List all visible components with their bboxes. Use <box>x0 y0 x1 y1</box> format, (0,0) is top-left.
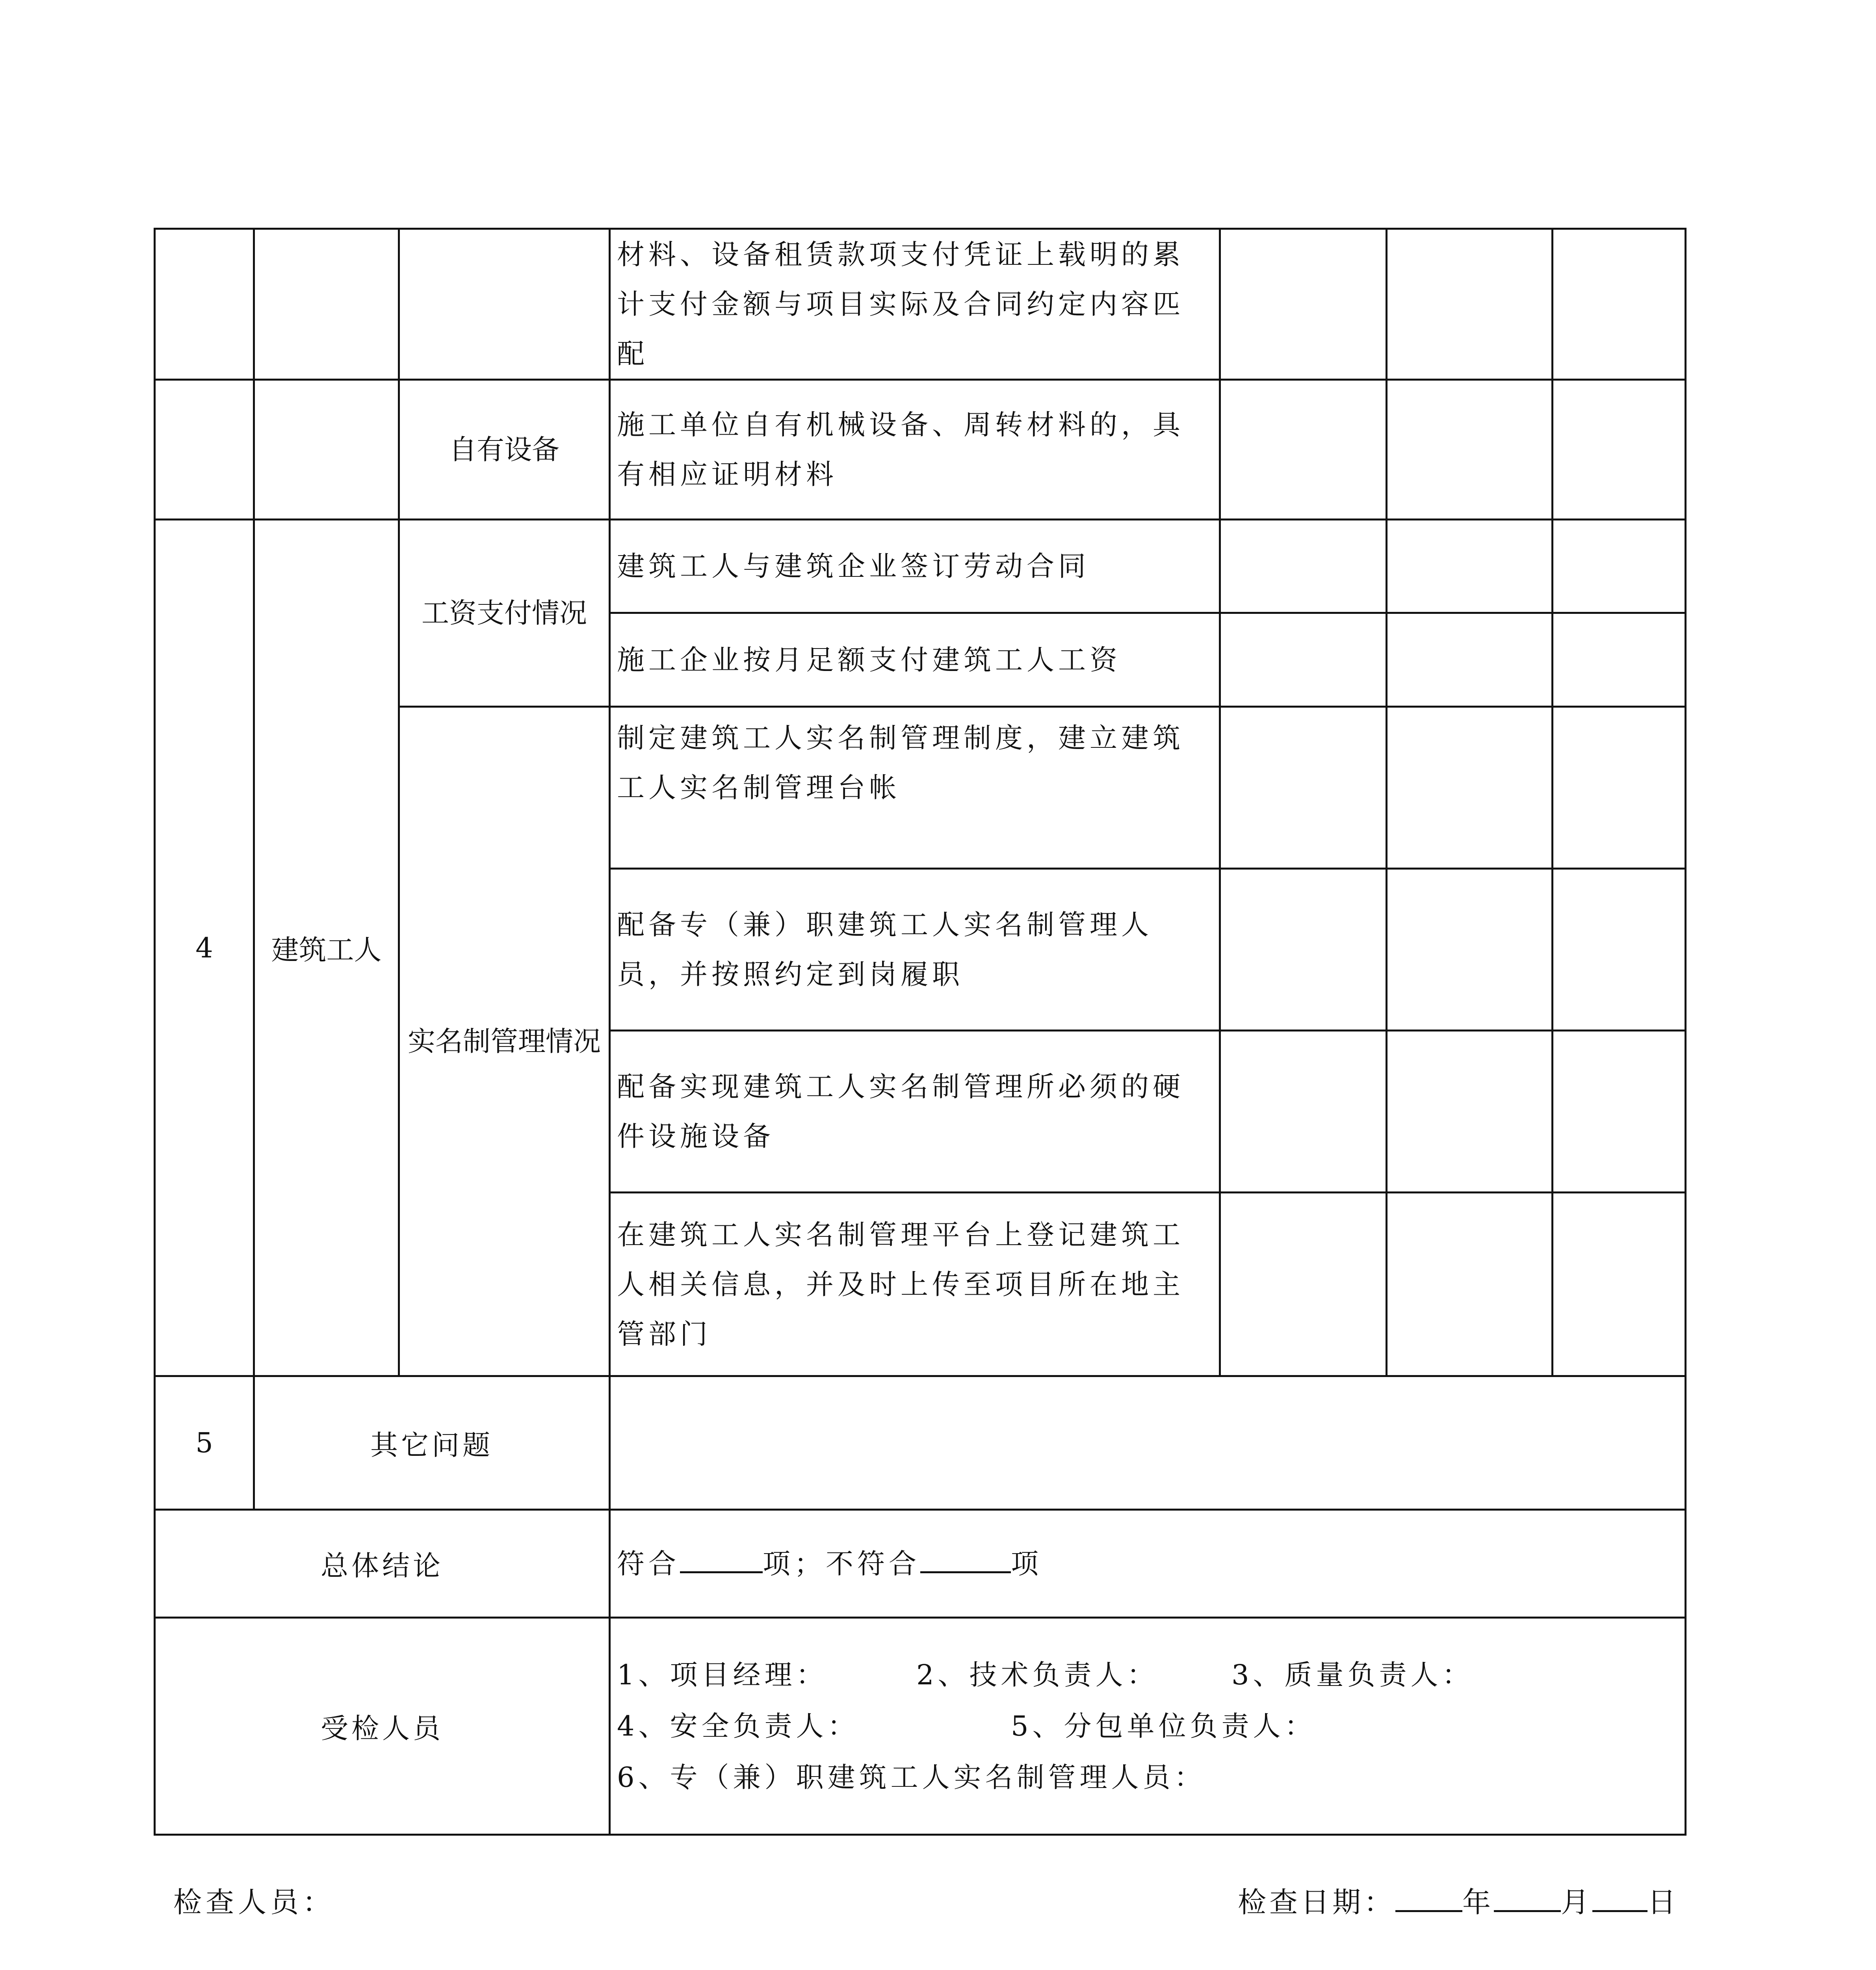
result-cell <box>1387 520 1553 613</box>
num-cell <box>155 229 254 380</box>
date-label: 检查日期： <box>1237 1886 1395 1919</box>
remark-cell <box>1553 1031 1686 1193</box>
technical-lead-field: 2、技术负责人： <box>916 1659 1159 1691</box>
remark-cell <box>1553 1193 1686 1376</box>
subcontractor-lead-field: 5、分包单位负责人： <box>1011 1710 1316 1742</box>
inspected-persons-label: 受检人员 <box>155 1618 610 1835</box>
item-cell: 建筑工人与建筑企业签订劳动合同 <box>610 520 1220 613</box>
section-number: 5 <box>155 1376 254 1510</box>
month-unit: 月 <box>1560 1886 1592 1919</box>
sub-category-label: 实名制管理情况 <box>399 707 610 1376</box>
inspection-date <box>1238 1879 1679 1920</box>
result-cell <box>1387 707 1553 869</box>
result-cell <box>1220 380 1387 520</box>
remark-cell <box>1553 613 1686 707</box>
remark-cell <box>1553 380 1686 520</box>
result-cell <box>1220 613 1387 707</box>
result-cell <box>1387 613 1553 707</box>
conclusion-label: 总体结论 <box>155 1510 610 1618</box>
table-row <box>155 229 1686 380</box>
result-cell <box>1220 229 1387 380</box>
remark-cell <box>1553 707 1686 869</box>
item-unit-text: 项 <box>1011 1547 1042 1580</box>
remark-cell <box>1553 229 1686 380</box>
sub-category-label: 工资支付情况 <box>399 520 610 707</box>
category-cell <box>254 380 399 520</box>
remark-cell <box>1553 520 1686 613</box>
result-cell <box>1387 1031 1553 1193</box>
table-row <box>155 1376 1686 1510</box>
table-row <box>155 520 1686 613</box>
result-cell <box>1387 229 1553 380</box>
item-cell: 施工单位自有机械设备、周转材料的，具有相应证明材料 <box>610 380 1220 520</box>
day-blank <box>1592 1910 1648 1912</box>
quality-lead-field: 3、质量负责人： <box>1231 1659 1474 1691</box>
year-blank <box>1395 1910 1462 1912</box>
table-row <box>155 1618 1686 1835</box>
safety-lead-field: 4、安全负责人： <box>617 1710 859 1742</box>
project-manager-field: 1、项目经理： <box>617 1659 828 1691</box>
inspection-table <box>154 228 1687 1836</box>
num-cell <box>155 380 254 520</box>
item-cell: 配备专（兼）职建筑工人实名制管理人员，并按照约定到岗履职 <box>610 869 1220 1031</box>
result-cell <box>1220 520 1387 613</box>
inspector-label: 检查人员： <box>173 1886 335 1919</box>
nonconform-count-blank <box>920 1571 1011 1573</box>
result-cell <box>1220 869 1387 1031</box>
result-cell <box>1387 380 1553 520</box>
remark-cell <box>1553 869 1686 1031</box>
item-cell: 材料、设备租赁款项支付凭证上载明的累计支付金额与项目实际及合同约定内容匹配 <box>610 229 1220 380</box>
month-blank <box>1494 1910 1561 1912</box>
result-cell <box>1220 707 1387 869</box>
other-issues-cell <box>610 1376 1686 1510</box>
conform-text: 符合 <box>617 1547 680 1580</box>
nonconform-text: 项；不符合 <box>763 1547 920 1580</box>
item-cell: 配备实现建筑工人实名制管理所必须的硬件设施设备 <box>610 1031 1220 1193</box>
table-row <box>155 380 1686 520</box>
other-issues-label: 其它问题 <box>254 1376 610 1510</box>
result-cell <box>1220 1193 1387 1376</box>
sub-category-label: 自有设备 <box>399 380 610 520</box>
result-cell <box>1387 869 1553 1031</box>
day-unit: 日 <box>1647 1886 1679 1919</box>
section-number: 4 <box>155 520 254 1376</box>
year-unit: 年 <box>1462 1886 1494 1919</box>
category-label: 建筑工人 <box>254 520 399 1376</box>
item-cell: 在建筑工人实名制管理平台上登记建筑工人相关信息，并及时上传至项目所在地主管部门 <box>610 1193 1220 1376</box>
result-cell <box>1220 1031 1387 1193</box>
sub-cell <box>399 229 610 380</box>
result-cell <box>1387 1193 1553 1376</box>
conclusion-cell <box>610 1510 1686 1618</box>
category-cell <box>254 229 399 380</box>
inspected-persons-cell <box>610 1618 1686 1835</box>
item-cell: 施工企业按月足额支付建筑工人工资 <box>610 613 1220 707</box>
item-cell: 制定建筑工人实名制管理制度，建立建筑工人实名制管理台帐 <box>610 707 1220 869</box>
conform-count-blank <box>680 1571 763 1573</box>
realname-manager-field: 6、专（兼）职建筑工人实名制管理人员： <box>617 1761 1206 1793</box>
table-row <box>155 1510 1686 1618</box>
